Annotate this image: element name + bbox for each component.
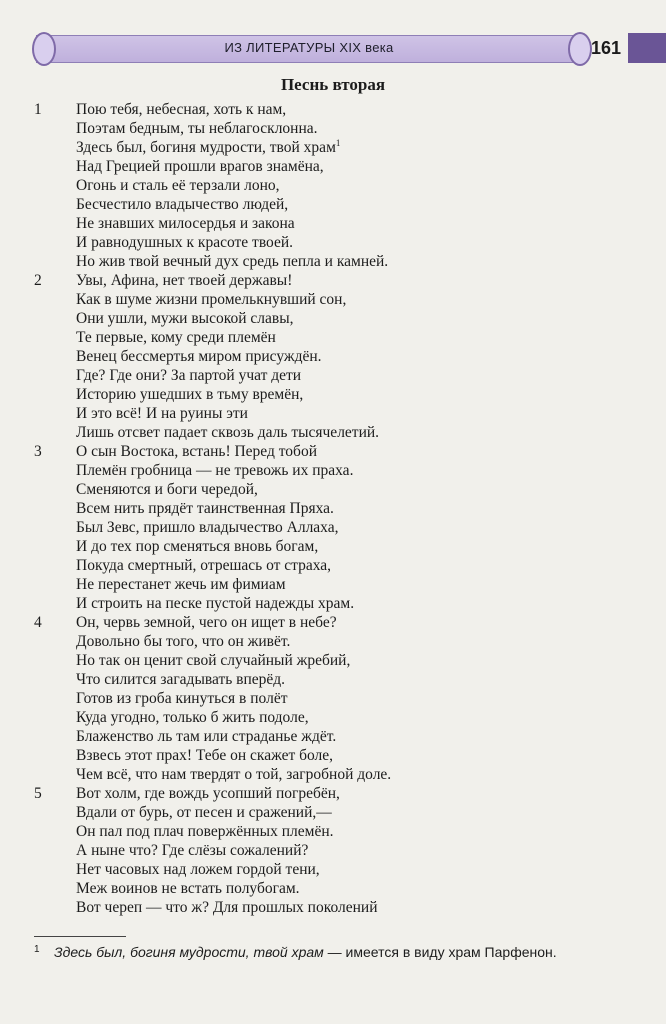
poem-line (34, 214, 634, 233)
poem-line (34, 575, 634, 594)
poem-line-text: Где? Где они? За партой учат дети (76, 367, 302, 384)
poem-line-text: О сын Востока, встань! Перед тобой (76, 443, 317, 460)
poem-line (34, 727, 634, 746)
poem-line (34, 480, 634, 499)
stanza-number: 4 (34, 614, 42, 631)
poem-line (34, 822, 634, 841)
poem-line (34, 632, 634, 651)
poem-line-text: Покуда смертный, отрешась от страха, (76, 557, 332, 574)
poem-line (34, 499, 634, 518)
poem-line (34, 366, 634, 385)
poem-line-text: Огонь и сталь её терзали лоно, (76, 177, 280, 194)
poem-line-text: Блаженство ль там или страданье ждёт. (76, 728, 337, 745)
poem-line-text: Довольно бы того, что он живёт. (76, 633, 291, 650)
chapter-title: Песнь вторая (280, 75, 386, 94)
poem-line-text: Венец бессмертья миром присуждён. (76, 348, 322, 365)
poem-line-text: Но так он ценит свой случайный жребий, (76, 652, 351, 669)
poem-line (34, 594, 634, 613)
poem-line (34, 138, 634, 157)
poem-line-text: А ныне что? Где слёзы сожалений? (76, 842, 309, 859)
poem-line-text: Вот череп — что ж? Для прошлых поколений (76, 899, 378, 916)
corner-tab (628, 33, 666, 63)
poem-line (34, 271, 634, 290)
poem-line (34, 176, 634, 195)
poem-line-text: Они ушли, мужи высокой славы, (76, 310, 294, 327)
poem-line (34, 613, 634, 632)
poem-line-text: Он, червь земной, чего он ищет в небе? (76, 614, 337, 631)
poem-line (34, 252, 634, 271)
running-header (36, 33, 582, 63)
poem-line (34, 442, 634, 461)
poem-line-text: И это всё! И на руины эти (76, 405, 248, 422)
poem-line-text: Сменяются и боги чередой, (76, 481, 258, 498)
poem-line-text: Те первые, кому среди племён (76, 329, 276, 346)
section-title: ИЗ ЛИТЕРАТУРЫ XIX века (224, 40, 394, 55)
poem-line (34, 309, 634, 328)
poem-line-text: Не перестанет жечь им фимиам (76, 576, 286, 593)
footnote-text (34, 942, 634, 962)
stanza-number: 2 (34, 272, 42, 289)
poem-line-text: Нет часовых над ложем гордой тени, (76, 861, 320, 878)
poem-line (34, 404, 634, 423)
poem-line-text: Но жив твой вечный дух средь пепла и камней. (76, 253, 389, 270)
footnote-explanation: — имеется в виду храм Парфенон. (323, 944, 557, 960)
poem-body (34, 100, 634, 917)
poem-line (34, 328, 634, 347)
poem-line-text: Историю ушедших в тьму времён, (76, 386, 304, 403)
poem-line (34, 518, 634, 537)
poem-line-text: Всем нить прядёт таинственная Пряха. (76, 500, 334, 517)
poem-line (34, 651, 634, 670)
poem-line (34, 195, 634, 214)
poem-line (34, 290, 634, 309)
poem-line-text: Здесь был, богиня мудрости, твой храм$^1$ (76, 137, 341, 156)
poem-line (34, 537, 634, 556)
poem-line (34, 898, 634, 917)
poem-line (34, 746, 634, 765)
footnote-quote: Здесь был, богиня мудрости, твой храм (54, 944, 324, 960)
poem-line-text: Что силится загадывать вперёд. (76, 671, 286, 688)
poem-line-text: Взвесь этот прах! Тебе он скажет боле, (76, 747, 334, 764)
poem-line-text: Не знавших милосердья и закона (76, 215, 295, 232)
poem-line (34, 347, 634, 366)
poem-line (34, 119, 634, 138)
poem-line (34, 689, 634, 708)
poem-line (34, 385, 634, 404)
poem-line-text: Поэтам бедным, ты неблагосклонна. (76, 120, 318, 137)
stanza-number: 1 (34, 101, 42, 118)
poem-line (34, 879, 634, 898)
poem-line (34, 803, 634, 822)
poem-line (34, 556, 634, 575)
poem-line-text: Бесчестило владычество людей, (76, 196, 289, 213)
poem-line (34, 100, 634, 119)
footnote-mark: 1 (34, 944, 40, 955)
poem-line (34, 784, 634, 803)
poem-line-text: И равнодушных к красоте твоей. (76, 234, 294, 251)
poem-line (34, 461, 634, 480)
poem-line (34, 860, 634, 879)
footnote-divider (34, 936, 126, 937)
poem-line (34, 841, 634, 860)
poem-line-text: Чем всё, что нам твердят о той, загробной доле. (76, 766, 392, 783)
poem-line-text: Лишь отсвет падает сквозь даль тысячелетий. (76, 424, 380, 441)
poem-line (34, 157, 634, 176)
poem-line-text: Вдали от бурь, от песен и сражений,— (76, 804, 332, 821)
poem-line-text: Племён гробница — не тревожь их праха. (76, 462, 354, 479)
poem-line (34, 765, 634, 784)
poem-line (34, 708, 634, 727)
poem-line-text: Увы, Афина, нет твоей державы! (76, 272, 293, 289)
poem-line-text: И строить на песке пустой надежды храм. (76, 595, 355, 612)
poem-line-text: Над Грецией прошли врагов знамёна, (76, 158, 324, 175)
poem-line-text: Вот холм, где вождь усопший погребён, (76, 785, 340, 802)
poem-line (34, 233, 634, 252)
footnote (34, 942, 634, 962)
poem-line-text: Меж воинов не встать полубогам. (76, 880, 300, 897)
stanza-number: 5 (34, 785, 42, 802)
page-number: 161 (590, 38, 622, 58)
footnote-reference: 1 (335, 137, 341, 148)
poem-line-text: Куда угодно, только б жить подоле, (76, 709, 309, 726)
poem-line-text: Как в шуме жизни промелькнувший сон, (76, 291, 347, 308)
poem-line-text: Готов из гроба кинуться в полёт (76, 690, 288, 707)
poem-line-text: Пою тебя, небесная, хоть к нам, (76, 101, 287, 118)
poem-line-text: Он пал под плач повержённых племён. (76, 823, 334, 840)
poem-line-text: И до тех пор сменяться вновь богам, (76, 538, 319, 555)
stanza-number: 3 (34, 443, 42, 460)
poem-line-text: Был Зевс, пришло владычество Аллаха, (76, 519, 339, 536)
poem-line (34, 670, 634, 689)
poem-line (34, 423, 634, 442)
